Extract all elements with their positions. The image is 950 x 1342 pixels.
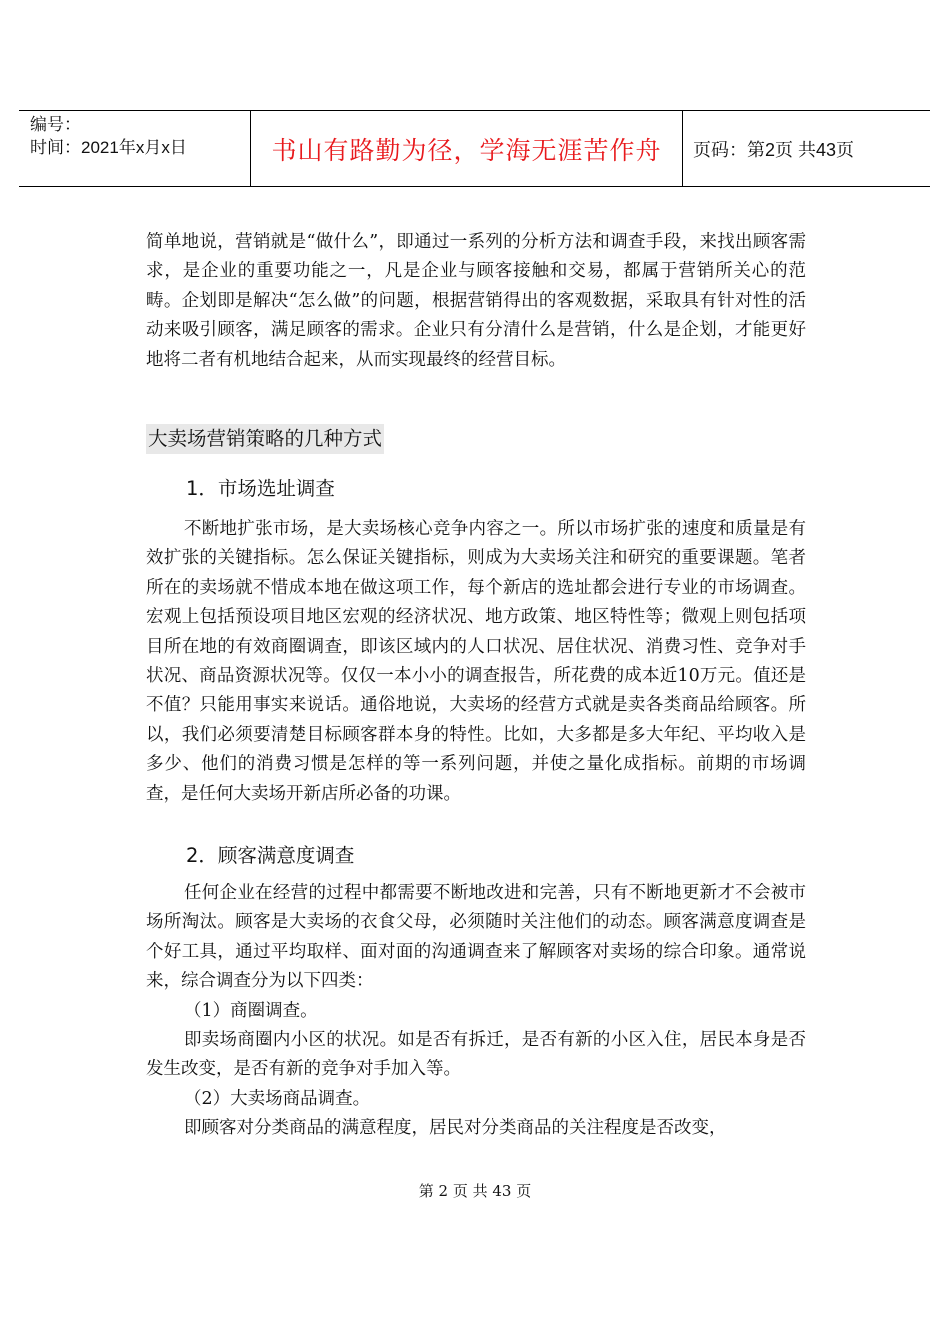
- item-2-title: （2）大卖场商品调查。: [184, 1088, 371, 1109]
- header-motto: 书山有路勤为径，学海无涯苦作舟: [251, 111, 683, 186]
- subsection-2-paragraph: 任何企业在经营的过程中都需要不断地改进和完善，只有不断地更新才不会被市场所淘汰。顾客是大卖场的衣食父母，必须随时关注他们的动态。顾客满意度调查是个好工具，通过平均取样、面对面的沟通调查来了解顾客对卖场的综合印象。通常说来，综合调查分为以下四类：: [146, 883, 806, 992]
- subsection-1-paragraph: 不断地扩张市场，是大卖场核心竞争内容之一。所以市场扩张的速度和质量是有效扩张的关键指标。怎么保证关键指标，则成为大卖场关注和研究的重要课题。笔者所在的卖场就不惜成本地在做这项工作，每个新店的选址都会进行专业的市场调查。宏观上包括预设项目地区宏观的经济状况、地方政策、地区特性等；微观上则包括项目所在地的有效商圈调查，即该区域内的人口状况、居住状况、消费习性、竞争对手状况、商品资源状况等。仅仅一本小小的调查报告，所花费的成本近10万元。值还是不值？只能用事实来说话。通俗地说，大卖场的经营方式就是卖各类商品给顾客。所以，我们必须要清楚目标顾客群本身的特性。比如，大多都是多大年纪、平均收入是多少、他们的消费习惯是怎样的等一系列问题，并使之量化成指标。前期的市场调查，是任何大卖场开新店所必备的功课。: [146, 519, 806, 804]
- header-meta: [19, 111, 251, 186]
- subsection-title-2: 2．顾客满意度调查: [186, 844, 355, 867]
- item-1-text: 即卖场商圈内小区的状况。如是否有拆迁，是否有新的小区入住，居民本身是否发生改变，是否有新的竞争对手加入等。: [146, 1030, 806, 1080]
- document-date: 时间：2021年x月x日: [30, 138, 187, 157]
- item-2-text: 即顾客对分类商品的满意程度，居民对分类商品的关注程度是否改变，: [184, 1118, 727, 1139]
- item-1-title: （1）商圈调查。: [184, 1000, 318, 1021]
- subsection-title-1: 1．市场选址调查: [186, 477, 335, 500]
- intro-block: [146, 228, 806, 375]
- header-page-info: 页码：第2页 共43页: [693, 139, 855, 160]
- page-footer: 第 2 页 共 43 页: [418, 1182, 532, 1200]
- intro-paragraph: 简单地说，营销就是“做什么”，即通过一系列的分析方法和调查手段，来找出顾客需求，是企业的重要功能之一，凡是企业与顾客接触和交易，都属于营销所关心的范畴。企划即是解决“怎么做”的问题，根据营销得出的客观数据，采取具有针对性的活动来吸引顾客，满足顾客的需求。企业只有分清什么是营销，什么是企划，才能更好地将二者有机地结合起来，从而实现最终的经营目标。: [146, 232, 806, 370]
- document-number-label: 编号：: [30, 115, 81, 134]
- subsection-1-block: [146, 515, 806, 809]
- header-table: [19, 110, 930, 187]
- subsection-2-block: [146, 879, 806, 1144]
- section-title: 大卖场营销策略的几种方式: [146, 424, 384, 454]
